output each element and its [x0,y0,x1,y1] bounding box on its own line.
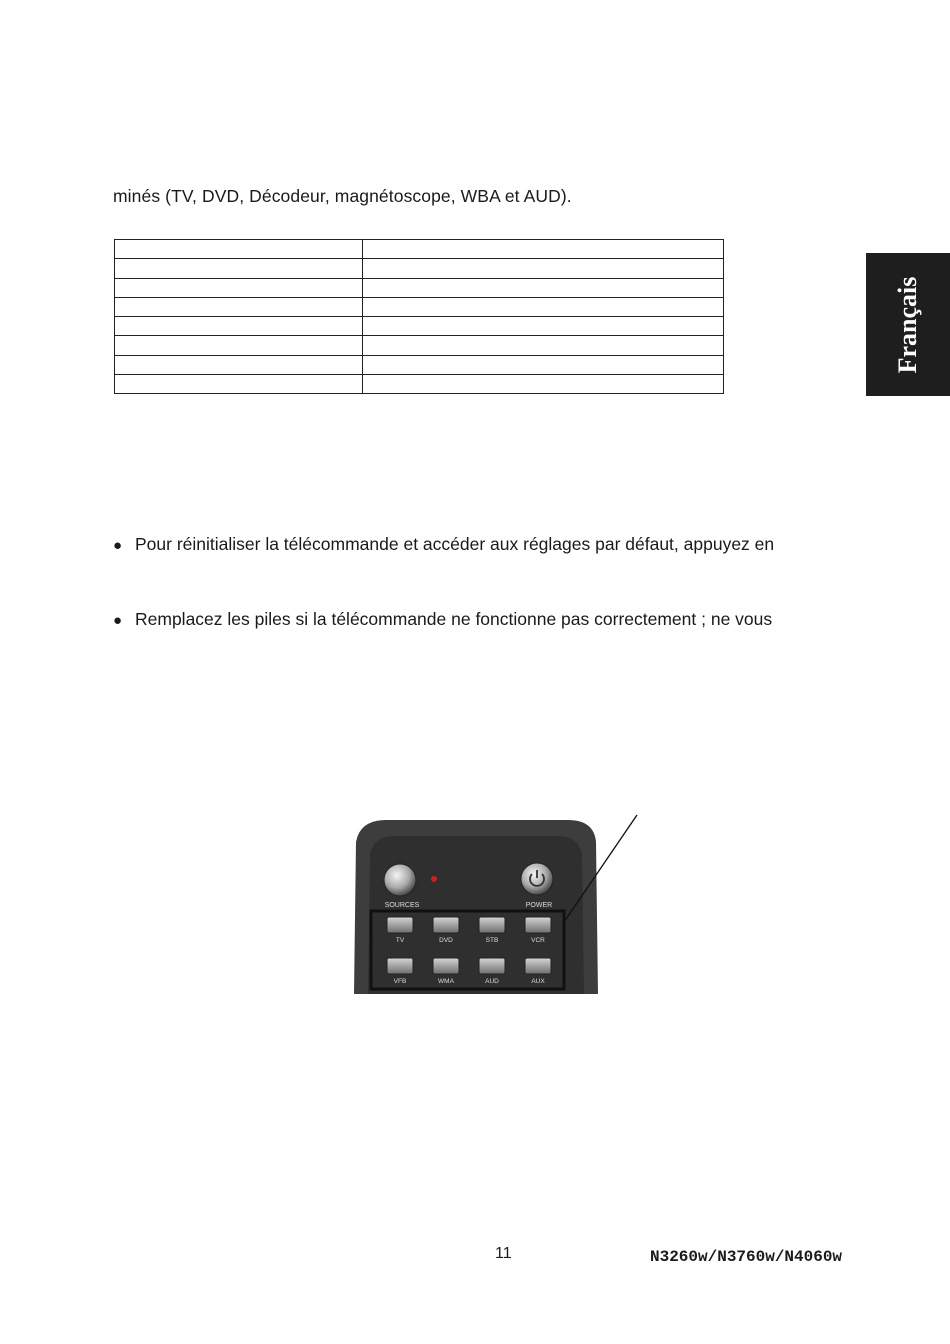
table-cell [363,278,724,297]
table-cell [115,317,363,336]
mode-key-3 [525,917,551,933]
mode-key-0 [387,917,413,933]
table-row [115,355,724,374]
mode-key-label: AUX [531,978,545,985]
table-row [115,240,724,259]
language-tab-label: Français [893,276,922,373]
intro-text: minés (TV, DVD, Décodeur, magnétoscope, WBA et AUD). [113,186,572,206]
mode-key-label: STB [485,937,499,944]
table-cell [115,336,363,355]
table-cell [363,297,724,316]
mode-key-1 [433,917,459,933]
model-name: N3260w/N3760w/N4060w [650,1248,843,1266]
table-row [115,259,724,278]
mode-key-label: TV [395,937,405,944]
bullet-text: Remplacez les piles si la télécommande ne fonctionne pas correctement ; ne vous [135,609,773,629]
page-number: 11 [495,1245,512,1262]
table-cell [363,336,724,355]
table-cell [363,259,724,278]
mode-key-2 [479,917,505,933]
led-indicator [431,876,437,882]
sources-button [384,864,416,896]
bullet-dot-icon: ● [113,612,123,629]
table-cell [363,317,724,336]
language-tab [866,253,950,396]
power-label: POWER [525,902,553,909]
table-cell [363,355,724,374]
mode-key-label: AUD [485,978,499,985]
table-row [115,297,724,316]
table-cell [115,355,363,374]
table-cell [115,259,363,278]
mode-key-1 [433,958,459,974]
table-row [115,375,724,394]
mode-key-label: DVD [439,937,453,944]
bullet-item [113,609,772,630]
table-row [115,278,724,297]
table-cell [115,240,363,259]
table-cell [363,240,724,259]
mode-key-2 [479,958,505,974]
remote-control-illustration [346,812,646,1002]
code-table [114,239,724,394]
table-cell [115,375,363,394]
bullet-item [113,534,774,555]
table-row [115,317,724,336]
table-row [115,336,724,355]
mode-key-3 [525,958,551,974]
power-button [521,863,553,895]
mode-key-0 [387,958,413,974]
mode-key-label: WMA [438,978,454,985]
mode-key-label: VFB [393,978,407,985]
table-cell [115,278,363,297]
sources-label: SOURCES [384,902,420,909]
bullet-dot-icon: ● [113,537,123,554]
mode-key-label: VCR [531,937,545,944]
bullet-text: Pour réinitialiser la télécommande et accéder aux réglages par défaut, appuyez en [135,534,775,554]
table-cell [115,297,363,316]
table-cell [363,375,724,394]
